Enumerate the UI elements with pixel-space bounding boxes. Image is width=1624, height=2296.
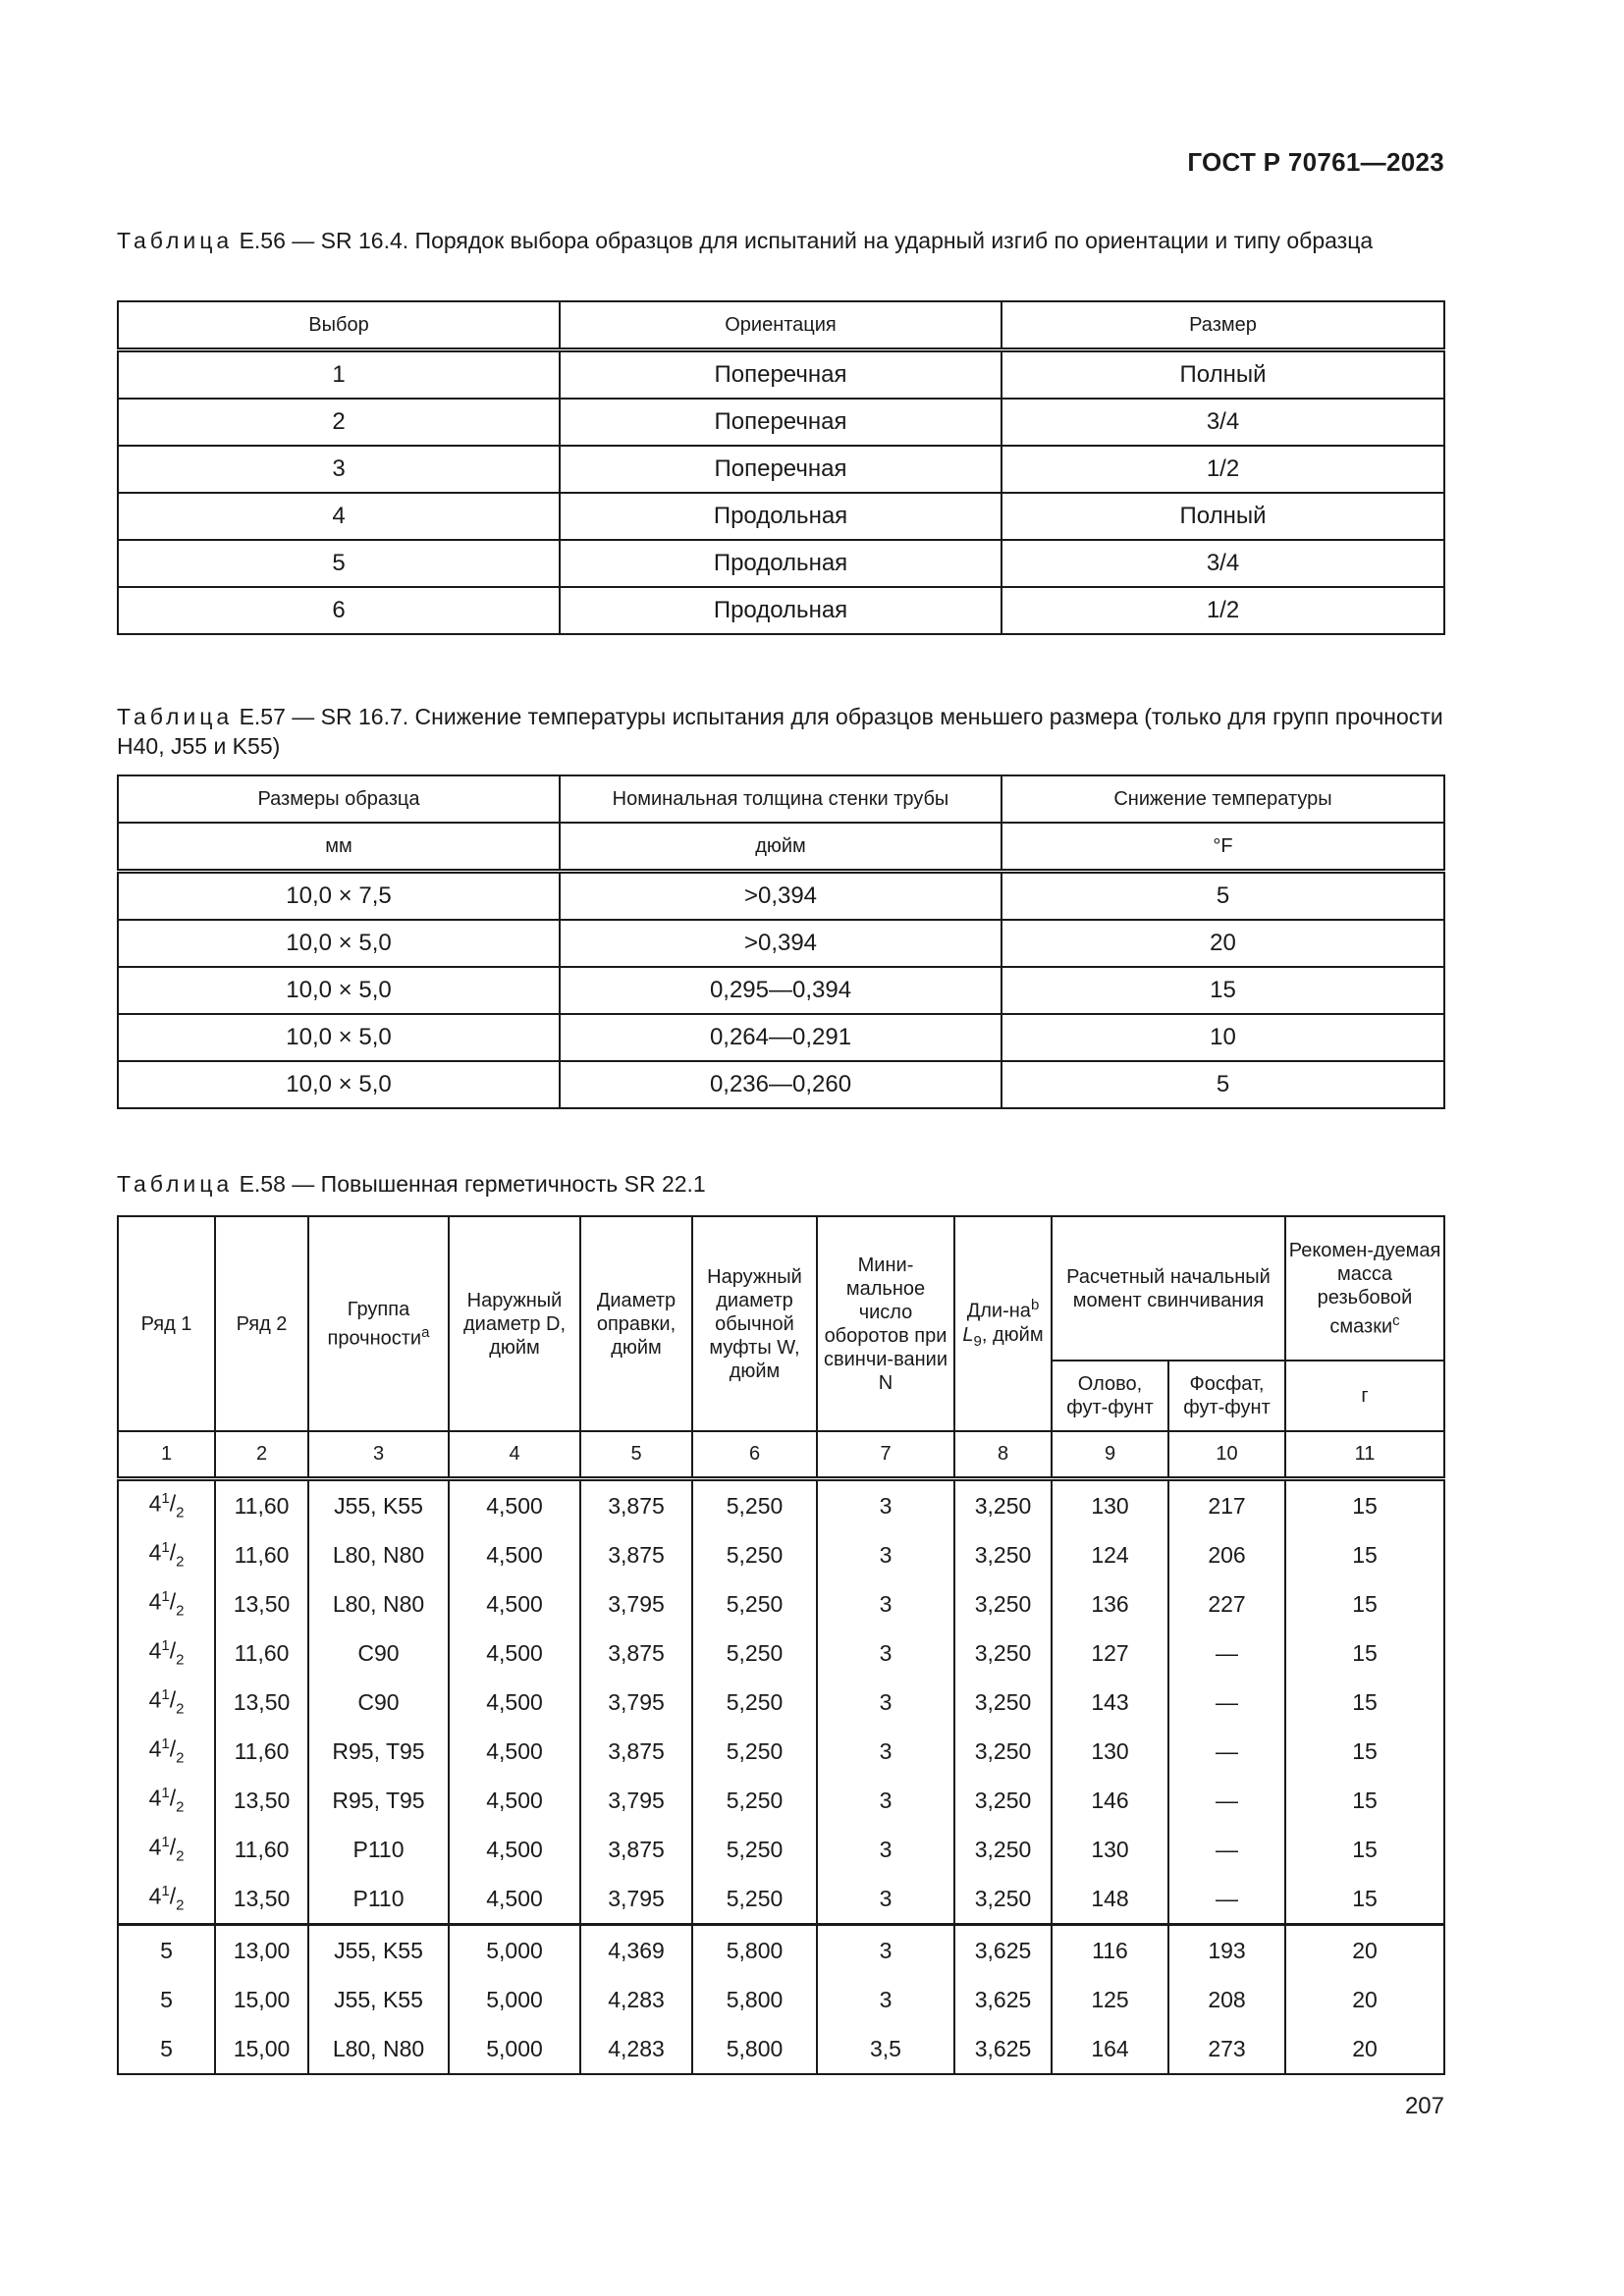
table-cell: 15 [1285, 1727, 1444, 1776]
table-cell: 5,000 [449, 1925, 580, 1976]
table-cell: 20 [1285, 1925, 1444, 1976]
table57-caption [117, 702, 1443, 761]
column-number: 11 [1285, 1431, 1444, 1479]
table-cell: 5 [118, 540, 560, 587]
table-cell: 3/4 [1001, 540, 1444, 587]
table-cell: J55, K55 [308, 1975, 449, 2024]
table-cell-row1 [118, 1975, 215, 2024]
table-cell: 15 [1285, 1825, 1444, 1874]
column-number: 5 [580, 1431, 692, 1479]
footnote-c-mark: c [1392, 1311, 1400, 1329]
column-number: 7 [817, 1431, 954, 1479]
table-cell: C90 [308, 1678, 449, 1727]
table-cell: 3 [817, 1925, 954, 1976]
row1-value: 4 [148, 1884, 162, 1910]
table-cell: 3,5 [817, 2024, 954, 2074]
table-cell: 3,795 [580, 1678, 692, 1727]
table-cell: 5,250 [692, 1530, 817, 1579]
table-row [118, 1825, 1444, 1874]
table-cell: 3 [817, 1579, 954, 1629]
table-cell: 20 [1285, 2024, 1444, 2074]
table58-header-row [118, 1216, 1444, 1361]
table-cell: 3,250 [954, 1678, 1052, 1727]
table-row [118, 1629, 1444, 1678]
table-row [118, 446, 1444, 493]
header-length-symbol: L [962, 1323, 974, 1346]
table-cell: 3/4 [1001, 399, 1444, 446]
table-cell: 130 [1052, 1479, 1168, 1531]
table-cell: 4,283 [580, 1975, 692, 2024]
table-cell: 4,500 [449, 1579, 580, 1629]
table-cell-row1: $4^1/_2$ [118, 1776, 215, 1825]
table-cell-row1: $4^1/_2$ [118, 1678, 215, 1727]
row1-fraction-numerator: 1 [161, 1883, 170, 1900]
table-cell: 130 [1052, 1727, 1168, 1776]
table-row [118, 1925, 1444, 1976]
header-length-unit: , дюйм [981, 1323, 1044, 1346]
table-cell: 5,000 [449, 1975, 580, 2024]
table-cell: Полный [1001, 350, 1444, 400]
table-cell: 11,60 [215, 1479, 308, 1531]
table-cell: 3,250 [954, 1530, 1052, 1579]
table-cell: 3,875 [580, 1825, 692, 1874]
table-cell: 273 [1168, 2024, 1285, 2074]
page-number: 207 [1404, 2093, 1444, 2119]
table-cell: R95, T95 [308, 1776, 449, 1825]
table-e57 [117, 774, 1445, 1109]
table-cell: 11,60 [215, 1629, 308, 1678]
table-cell: P110 [308, 1825, 449, 1874]
table-row [118, 872, 1444, 921]
table-cell: 3 [817, 1975, 954, 2024]
table-row [118, 1874, 1444, 1925]
table-cell: 11,60 [215, 1825, 308, 1874]
header-strength-group [308, 1216, 449, 1431]
table-cell: 5,250 [692, 1579, 817, 1629]
table-cell: L80, N80 [308, 1530, 449, 1579]
table-cell: 3,250 [954, 1479, 1052, 1531]
row1-fraction-numerator: 1 [161, 1735, 170, 1753]
table-cell: 116 [1052, 1925, 1168, 1976]
table-cell: 1 [118, 350, 560, 400]
header-strength-group-label: Группа прочности [327, 1298, 422, 1350]
table-cell: 2 [118, 399, 560, 446]
table-cell: 3 [817, 1825, 954, 1874]
table-cell: 3 [817, 1629, 954, 1678]
column-number: 10 [1168, 1431, 1285, 1479]
row1-fraction-denominator: 2 [176, 1553, 185, 1571]
table-cell: Поперечная [560, 399, 1001, 446]
row1-value: 4 [148, 1835, 162, 1861]
table-cell: 4,369 [580, 1925, 692, 1976]
table-cell: 15 [1285, 1776, 1444, 1825]
table-cell: Продольная [560, 540, 1001, 587]
table-cell-row1: $4^1/_2$ [118, 1629, 215, 1678]
table-cell: 3 [817, 1530, 954, 1579]
table-cell: 136 [1052, 1579, 1168, 1629]
table-cell: 15 [1001, 967, 1444, 1014]
table-cell: 3,250 [954, 1579, 1052, 1629]
table-cell: 148 [1052, 1874, 1168, 1925]
table-cell: 4,500 [449, 1479, 580, 1531]
column-number: 9 [1052, 1431, 1168, 1479]
table57-unit-cell: °F [1001, 823, 1444, 872]
table-row [118, 1579, 1444, 1629]
table-cell: 3,625 [954, 1975, 1052, 2024]
table-cell: 10,0 × 5,0 [118, 967, 560, 1014]
table-cell: Продольная [560, 587, 1001, 634]
table-cell: 15 [1285, 1530, 1444, 1579]
table-e58 [117, 1215, 1445, 2075]
table-cell: — [1168, 1727, 1285, 1776]
table-cell-row1: $4^1/_2$ [118, 1825, 215, 1874]
header-row2: Ряд 2 [215, 1216, 308, 1431]
table-cell: >0,394 [560, 872, 1001, 921]
table-row [118, 1727, 1444, 1776]
table-cell: R95, T95 [308, 1727, 449, 1776]
row1-fraction-denominator: 2 [176, 1798, 185, 1816]
table56-header-row [118, 301, 1444, 350]
table-cell: L80, N80 [308, 2024, 449, 2074]
table-cell: 5,250 [692, 1825, 817, 1874]
table-cell: 5,800 [692, 1975, 817, 2024]
table-cell: 206 [1168, 1530, 1285, 1579]
header-row1: Ряд 1 [118, 1216, 215, 1431]
table56-header-cell: Выбор [118, 301, 560, 350]
table-cell: Поперечная [560, 350, 1001, 400]
table-row [118, 540, 1444, 587]
table-row [118, 350, 1444, 400]
table-cell: 0,264—0,291 [560, 1014, 1001, 1061]
table-cell: 3,250 [954, 1776, 1052, 1825]
table56-caption-text: Е.56 — SR 16.4. Порядок выбора образцов для испытаний на ударный изгиб по ориентации и типу образца [233, 228, 1374, 253]
table-cell: 127 [1052, 1629, 1168, 1678]
table-cell: 15 [1285, 1579, 1444, 1629]
table-cell: 227 [1168, 1579, 1285, 1629]
table-cell: 10,0 × 5,0 [118, 1061, 560, 1108]
table-row [118, 493, 1444, 540]
row1-value: 4 [148, 1638, 162, 1665]
table-row [118, 1678, 1444, 1727]
column-number: 8 [954, 1431, 1052, 1479]
table-cell-row1: $4^1/_2$ [118, 1530, 215, 1579]
table-cell: 3,625 [954, 2024, 1052, 2074]
table-row [118, 1479, 1444, 1531]
table57-header-row [118, 775, 1444, 823]
table-row [118, 399, 1444, 446]
column-number: 6 [692, 1431, 817, 1479]
table57-header-cell: Номинальная толщина стенки трубы [560, 775, 1001, 823]
table-cell: 5,250 [692, 1727, 817, 1776]
column-number: 4 [449, 1431, 580, 1479]
table-cell: 10,0 × 7,5 [118, 872, 560, 921]
table-cell: 15 [1285, 1874, 1444, 1925]
table-cell: 15,00 [215, 2024, 308, 2074]
table57-header-cell: Размеры образца [118, 775, 560, 823]
table-cell: 3,250 [954, 1629, 1052, 1678]
table-row [118, 1014, 1444, 1061]
table-cell: 3,250 [954, 1825, 1052, 1874]
table-cell: 4,500 [449, 1678, 580, 1727]
row1-fraction-denominator: 2 [176, 1602, 185, 1620]
table-row [118, 2024, 1444, 2074]
table-cell: — [1168, 1776, 1285, 1825]
header-grease-unit: г [1285, 1361, 1444, 1431]
table56-header-cell: Ориентация [560, 301, 1001, 350]
header-length [954, 1216, 1052, 1431]
row1-value: 5 [160, 2035, 173, 2061]
table-cell: 15 [1285, 1629, 1444, 1678]
table-row [118, 587, 1444, 634]
table-row [118, 1530, 1444, 1579]
table-cell: 6 [118, 587, 560, 634]
table-cell: 3 [817, 1678, 954, 1727]
table58-column-numbers-row [118, 1431, 1444, 1479]
table-cell: 208 [1168, 1975, 1285, 2024]
table-cell: 5,250 [692, 1776, 817, 1825]
table-cell: 5,250 [692, 1678, 817, 1727]
table-cell: 13,50 [215, 1678, 308, 1727]
table-cell: 3,250 [954, 1874, 1052, 1925]
table-cell: 20 [1285, 1975, 1444, 2024]
table-cell: 3,875 [580, 1727, 692, 1776]
table-cell: 13,50 [215, 1776, 308, 1825]
table57-unit-cell: мм [118, 823, 560, 872]
table-cell: 5,800 [692, 1925, 817, 1976]
column-number: 3 [308, 1431, 449, 1479]
table-cell-row1: $4^1/_2$ [118, 1727, 215, 1776]
table-cell: Продольная [560, 493, 1001, 540]
table-cell: 3,875 [580, 1530, 692, 1579]
table-row [118, 920, 1444, 967]
row1-fraction-denominator: 2 [176, 1504, 185, 1522]
table-cell: 0,236—0,260 [560, 1061, 1001, 1108]
table-cell: P110 [308, 1874, 449, 1925]
table-cell: 4 [118, 493, 560, 540]
row1-value: 5 [160, 1937, 173, 1963]
table-cell: 11,60 [215, 1727, 308, 1776]
row1-value: 4 [148, 1786, 162, 1812]
table-cell: Полный [1001, 493, 1444, 540]
table-cell: 193 [1168, 1925, 1285, 1976]
row1-fraction-numerator: 1 [161, 1539, 170, 1557]
table-cell-row1 [118, 2024, 215, 2074]
table-cell: 5,800 [692, 2024, 817, 2074]
row1-fraction-numerator: 1 [161, 1686, 170, 1704]
header-torque-group: Расчетный начальный момент свинчивания [1052, 1216, 1285, 1361]
row1-fraction-denominator: 2 [176, 1700, 185, 1718]
table56-caption-prefix: Таблица [117, 228, 234, 253]
table-cell: 164 [1052, 2024, 1168, 2074]
row1-value: 4 [148, 1687, 162, 1714]
table-cell: 3,795 [580, 1874, 692, 1925]
table-cell: 4,500 [449, 1727, 580, 1776]
table57-unit-cell: дюйм [560, 823, 1001, 872]
table-cell: 4,500 [449, 1825, 580, 1874]
row1-fraction-numerator: 1 [161, 1834, 170, 1851]
table-cell: 3 [817, 1479, 954, 1531]
table-cell: 3,875 [580, 1629, 692, 1678]
column-number: 2 [215, 1431, 308, 1479]
table-cell: 4,500 [449, 1530, 580, 1579]
table-cell: 15 [1285, 1678, 1444, 1727]
table-cell: J55, K55 [308, 1925, 449, 1976]
row1-value: 4 [148, 1491, 162, 1518]
table-cell: 3,795 [580, 1776, 692, 1825]
table-row [118, 1975, 1444, 2024]
footnote-b-mark: b [1030, 1297, 1040, 1314]
row1-fraction-denominator: 2 [176, 1651, 185, 1669]
table-cell: 125 [1052, 1975, 1168, 2024]
table-e56 [117, 300, 1445, 635]
row1-value: 5 [160, 1986, 173, 2012]
table-cell: 3,625 [954, 1925, 1052, 1976]
table-cell: 13,50 [215, 1874, 308, 1925]
table-cell-row1 [118, 1925, 215, 1976]
table-cell: 5,250 [692, 1629, 817, 1678]
row1-fraction-denominator: 2 [176, 1847, 185, 1865]
table-cell: Поперечная [560, 446, 1001, 493]
table-cell: 130 [1052, 1825, 1168, 1874]
table-cell: L80, N80 [308, 1579, 449, 1629]
table-cell: 4,500 [449, 1776, 580, 1825]
header-grease-label: Рекомен-дуемая масса резьбовой смазки [1288, 1239, 1441, 1338]
row1-fraction-numerator: 1 [161, 1490, 170, 1508]
table57-caption-prefix: Таблица [117, 704, 234, 729]
header-torque-tin: Олово, фут-фунт [1052, 1361, 1168, 1431]
header-length-subscript: 9 [973, 1332, 982, 1350]
table-cell: 3 [817, 1727, 954, 1776]
table-cell: 20 [1001, 920, 1444, 967]
row1-fraction-numerator: 1 [161, 1637, 170, 1655]
header-min-turns: Мини-мальное число оборотов при свинчи-вании N [817, 1216, 954, 1431]
table-cell: 3,795 [580, 1579, 692, 1629]
table-cell: 4,500 [449, 1874, 580, 1925]
table-cell: — [1168, 1874, 1285, 1925]
table-cell: 0,295—0,394 [560, 967, 1001, 1014]
column-number: 1 [118, 1431, 215, 1479]
table-cell: — [1168, 1678, 1285, 1727]
document-code: ГОСТ Р 70761—2023 [1187, 147, 1444, 177]
table-cell: 4,500 [449, 1629, 580, 1678]
footnote-a-mark: a [421, 1323, 430, 1341]
table-cell: 124 [1052, 1530, 1168, 1579]
table-cell: — [1168, 1629, 1285, 1678]
table-cell: 143 [1052, 1678, 1168, 1727]
row1-fraction-numerator: 1 [161, 1588, 170, 1606]
header-length-label: Дли-на [966, 1300, 1031, 1322]
table-row [118, 1061, 1444, 1108]
table-cell: 5 [1001, 872, 1444, 921]
header-grease [1285, 1216, 1444, 1361]
table58-caption-prefix: Таблица [117, 1171, 234, 1197]
table-cell: 3 [817, 1874, 954, 1925]
table-cell: 15 [1285, 1479, 1444, 1531]
table-cell: 10,0 × 5,0 [118, 920, 560, 967]
table-row [118, 1776, 1444, 1825]
table-cell: 3,250 [954, 1727, 1052, 1776]
row1-fraction-numerator: 1 [161, 1785, 170, 1802]
table-cell: 5,250 [692, 1479, 817, 1531]
row1-value: 4 [148, 1589, 162, 1616]
table-row [118, 967, 1444, 1014]
table57-header-cell: Снижение температуры [1001, 775, 1444, 823]
table-cell: 10,0 × 5,0 [118, 1014, 560, 1061]
table57-units-row [118, 823, 1444, 872]
table-cell: 10 [1001, 1014, 1444, 1061]
table-cell: 5,250 [692, 1874, 817, 1925]
table-cell: 217 [1168, 1479, 1285, 1531]
table58-caption-text: Е.58 — Повышенная герметичность SR 22.1 [233, 1171, 706, 1197]
table-cell: 146 [1052, 1776, 1168, 1825]
table-cell: 13,00 [215, 1925, 308, 1976]
table-cell: 1/2 [1001, 587, 1444, 634]
table-cell-row1: $4^1/_2$ [118, 1579, 215, 1629]
table-cell: 4,283 [580, 2024, 692, 2074]
row1-value: 4 [148, 1736, 162, 1763]
table-cell: 5,000 [449, 2024, 580, 2074]
row1-fraction-denominator: 2 [176, 1896, 185, 1914]
header-torque-phosphate: Фосфат, фут-фунт [1168, 1361, 1285, 1431]
table56-header-cell: Размер [1001, 301, 1444, 350]
row1-value: 4 [148, 1540, 162, 1567]
table-cell: C90 [308, 1629, 449, 1678]
table-cell: >0,394 [560, 920, 1001, 967]
table-cell: 5 [1001, 1061, 1444, 1108]
table-cell: 11,60 [215, 1530, 308, 1579]
table-cell: 1/2 [1001, 446, 1444, 493]
table57-caption-text: Е.57 — SR 16.7. Снижение температуры испытания для образцов меньшего размера (только для групп прочности Н40, J55 и K55) [117, 704, 1443, 759]
table-cell: 3 [118, 446, 560, 493]
table-cell-row1: $4^1/_2$ [118, 1479, 215, 1531]
table-cell-row1: $4^1/_2$ [118, 1874, 215, 1925]
header-mandrel-diameter: Диаметр оправки, дюйм [580, 1216, 692, 1431]
table-cell: 3 [817, 1776, 954, 1825]
table-cell: J55, K55 [308, 1479, 449, 1531]
table56-caption [117, 226, 1443, 255]
header-coupling-diameter: Наружный диаметр обычной муфты W, дюйм [692, 1216, 817, 1431]
table-cell: 3,875 [580, 1479, 692, 1531]
table58-caption [117, 1169, 1443, 1199]
table58-body [118, 1479, 1444, 2075]
header-outer-diameter: Наружный диаметр D, дюйм [449, 1216, 580, 1431]
table-cell: 13,50 [215, 1579, 308, 1629]
table-cell: — [1168, 1825, 1285, 1874]
row1-fraction-denominator: 2 [176, 1749, 185, 1767]
table-cell: 15,00 [215, 1975, 308, 2024]
